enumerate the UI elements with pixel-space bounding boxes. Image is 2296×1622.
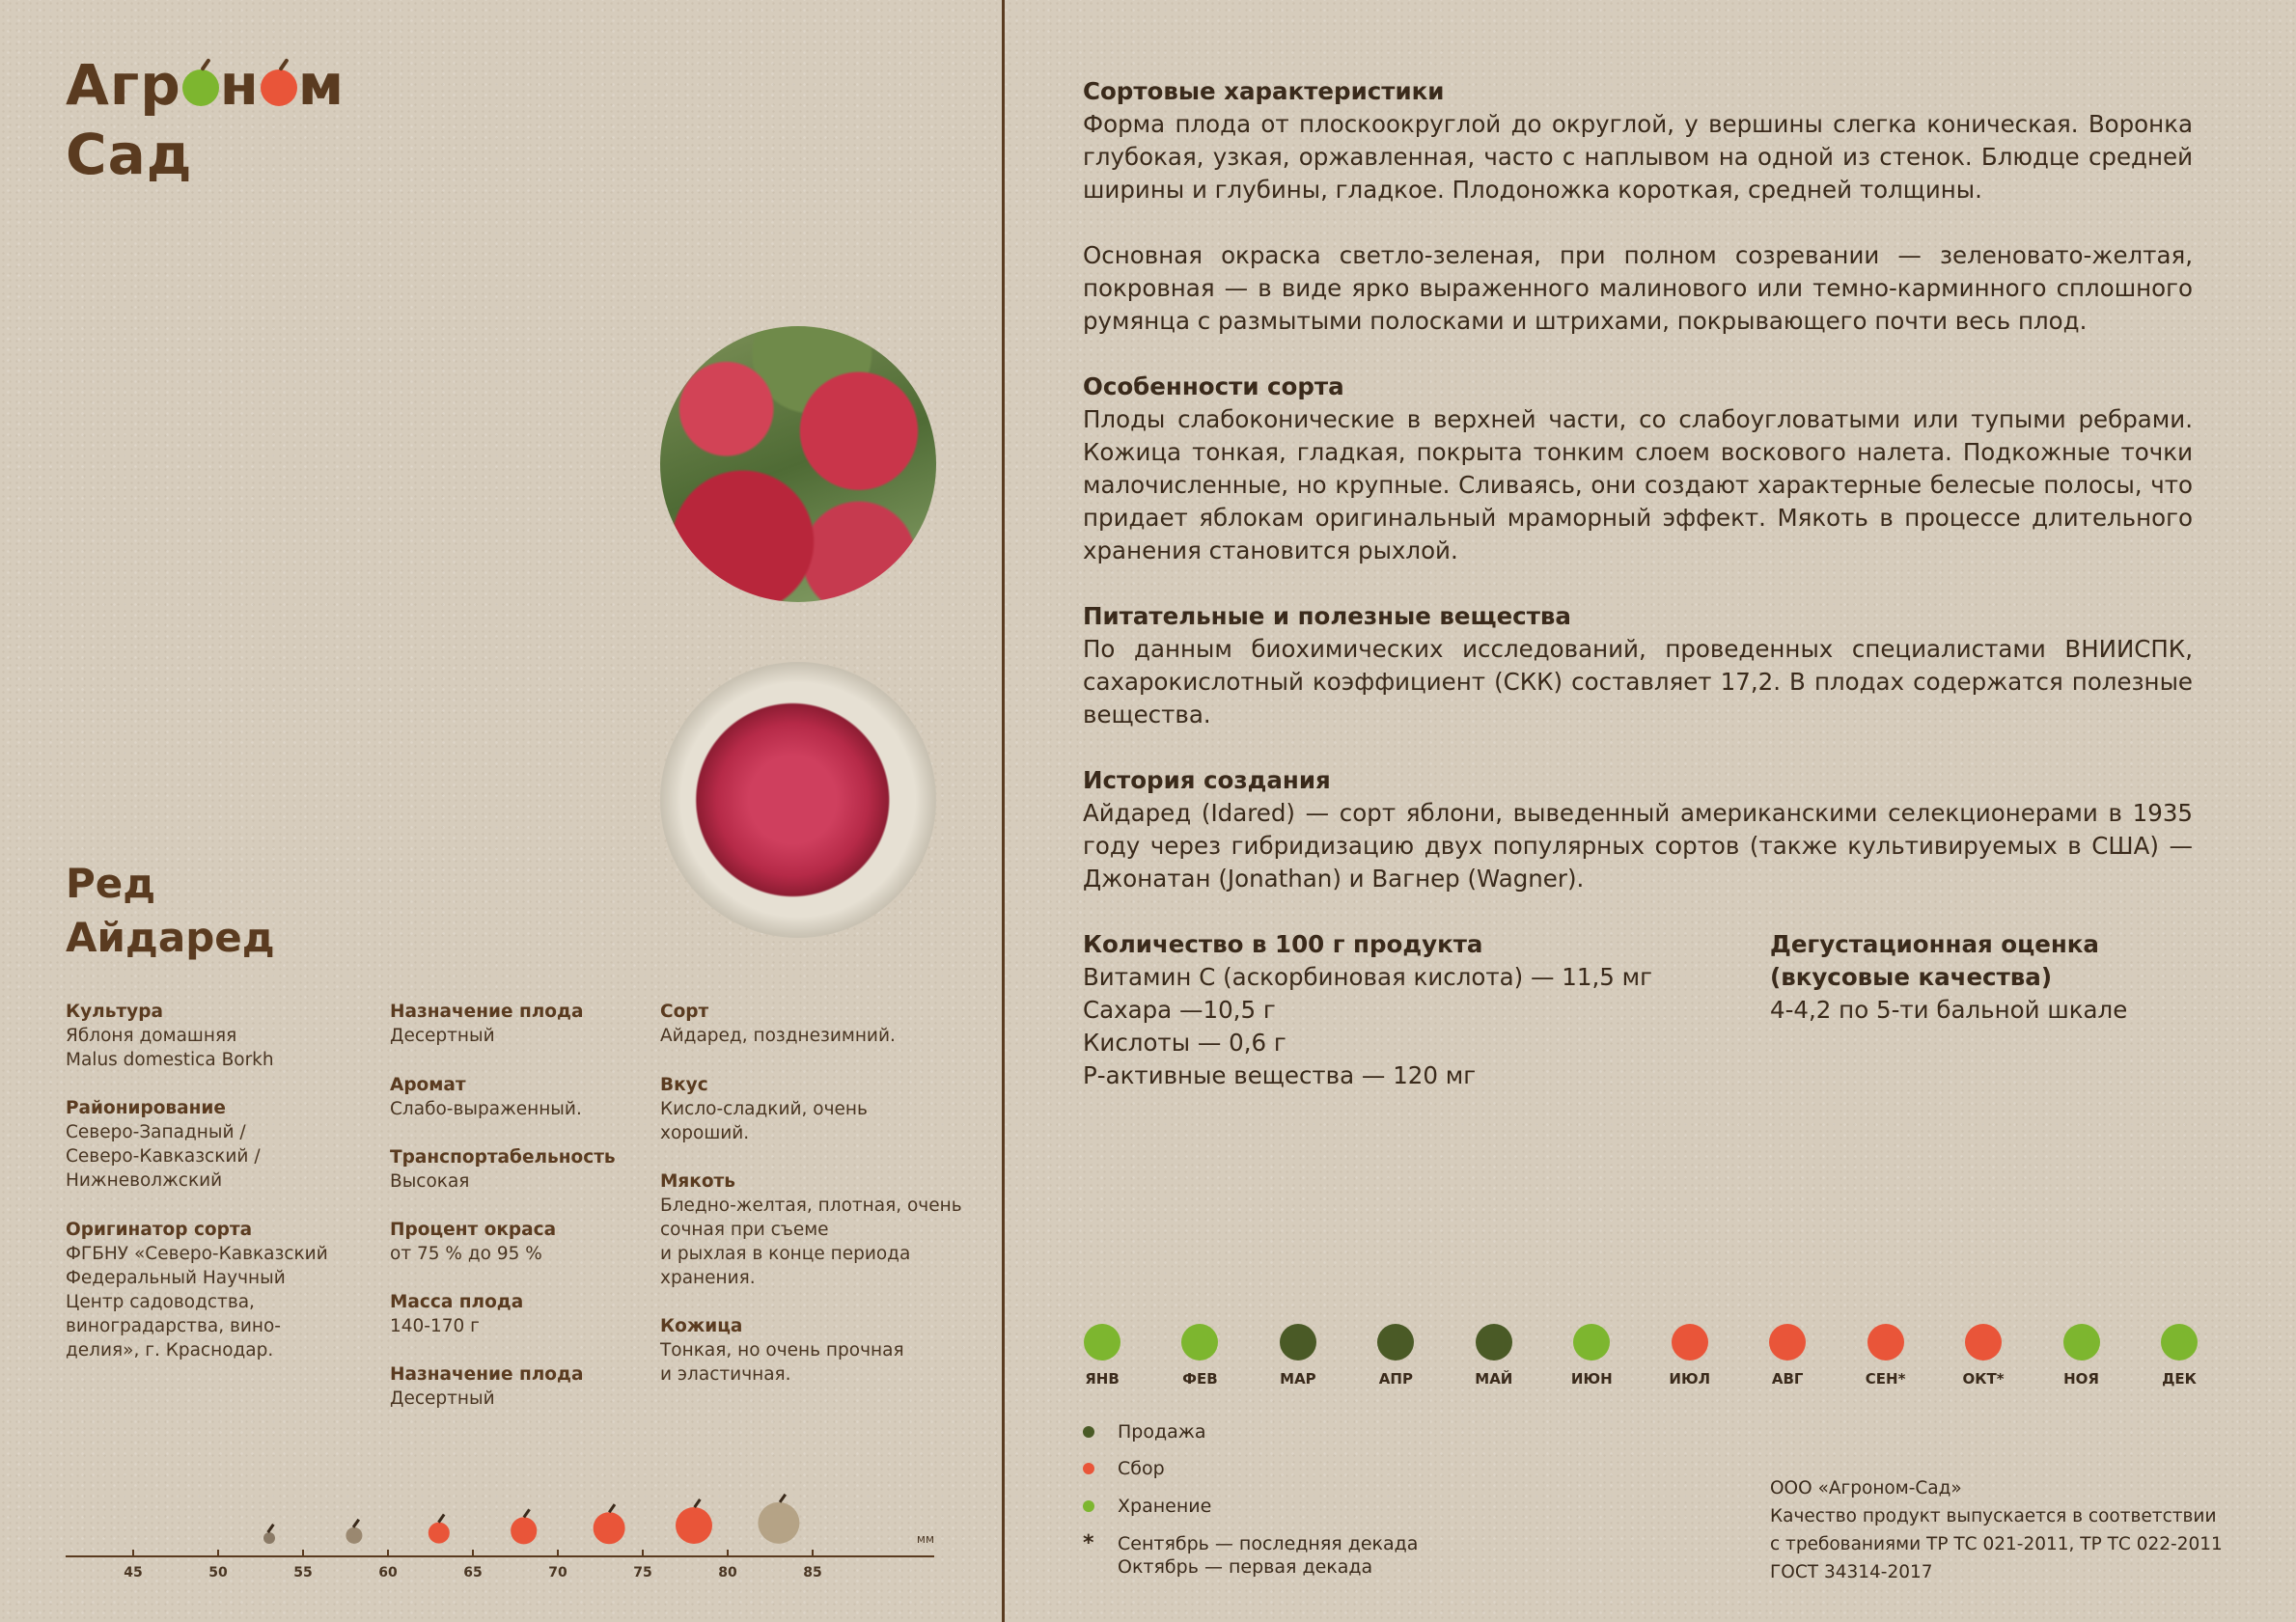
prop-label: Транспортабельность	[390, 1147, 616, 1168]
month-label: СЕН*	[1865, 1370, 1906, 1388]
prop-label: Аромат	[390, 1075, 466, 1095]
month-cell	[1847, 1324, 1924, 1388]
scale-tick	[217, 1550, 219, 1557]
scale-tick	[387, 1550, 389, 1557]
legend-storage	[1083, 1495, 1211, 1518]
prop-label: Вкус	[660, 1075, 708, 1095]
scale-tick	[132, 1550, 134, 1557]
prop-zoning	[66, 1096, 261, 1193]
fruit-size-scale	[66, 1505, 934, 1602]
prop-label: Сорт	[660, 1002, 709, 1022]
fruit-size-marker-icon	[676, 1507, 712, 1544]
nutrition-item: Витамин С (аскорбиновая кислота) — 11,5 мг	[1083, 963, 1652, 991]
harvest-dot-icon	[1965, 1324, 2002, 1361]
month-cell	[1064, 1324, 1141, 1388]
company-line: с требованиями ТР ТС 021-2011, ТР ТС 022-2011	[1770, 1534, 2223, 1554]
logo-green-apple-icon	[182, 69, 219, 106]
storage-dot-icon	[1084, 1324, 1120, 1361]
prop-purpose	[390, 1000, 583, 1048]
scale-tick-label: 75	[633, 1565, 652, 1581]
month-cell	[1749, 1324, 1826, 1388]
month-label: АПР	[1378, 1370, 1413, 1388]
scale-tick-label: 80	[718, 1565, 737, 1581]
section-heading: Питательные и полезные вещества	[1083, 602, 1571, 630]
logo-text-c: м	[297, 52, 346, 118]
prop-label: Назначение плода	[390, 1002, 584, 1022]
nutrition-block	[1083, 928, 1652, 1092]
month-label: ИЮН	[1570, 1370, 1613, 1388]
company-info	[1770, 1474, 2223, 1586]
prop-label: Кожица	[660, 1316, 743, 1336]
sale-dot-icon	[1280, 1324, 1316, 1361]
page-spine	[1002, 0, 1005, 1622]
scale-axis	[66, 1555, 934, 1557]
prop-label: Культура	[66, 1002, 163, 1022]
asterisk-icon: *	[1083, 1531, 1094, 1555]
harvest-dot-icon	[1769, 1324, 1806, 1361]
scale-tick-label: 55	[293, 1565, 313, 1581]
month-label: ОКТ*	[1962, 1370, 2005, 1388]
company-line: ГОСТ 34314-2017	[1770, 1562, 1933, 1582]
storage-dot-icon	[2063, 1324, 2100, 1361]
variety-title-line-2: Айдаред	[66, 914, 275, 961]
sale-dot-icon	[1083, 1426, 1094, 1438]
scale-tick	[642, 1550, 644, 1557]
section-paragraph: Плоды слабоконические в верхней части, со слабоугловатыми или тупыми ребрами. Кожица тонкая, гладкая, покрыта тонким слоем воскового налета. Подкожные точки малочисленные, но крупные. Сливаясь, они создают характерные белесые полосы, что придает яблокам оригинальный мраморный эффект. Мякоть в процессе длительного хранения становится рыхлой.	[1083, 405, 2193, 564]
legend-note-text: Сентябрь — последняя декада Октябрь — первая декада	[1118, 1533, 1419, 1578]
scale-tick	[302, 1550, 304, 1557]
month-cell	[1259, 1324, 1337, 1388]
scale-tick-label: 50	[208, 1565, 228, 1581]
tasting-heading-line-2: (вкусовые качества)	[1770, 963, 2053, 991]
fruit-size-marker-icon	[511, 1517, 538, 1544]
month-cell	[1553, 1324, 1630, 1388]
prop-label: Процент окраса	[390, 1220, 557, 1240]
legend-harvest	[1083, 1457, 1165, 1480]
apple-closeup-photo	[660, 662, 936, 938]
storage-dot-icon	[1573, 1324, 1610, 1361]
tasting-heading-line-1: Дегустационная оценка	[1770, 930, 2099, 958]
sale-dot-icon	[1476, 1324, 1512, 1361]
month-cell	[2043, 1324, 2120, 1388]
nutrition-heading: Количество в 100 г продукта	[1083, 930, 1483, 958]
section-features	[1083, 371, 2193, 567]
month-label: АВГ	[1771, 1370, 1804, 1388]
prop-originator	[66, 1218, 328, 1362]
month-cell	[2141, 1324, 2218, 1388]
storage-dot-icon	[1083, 1500, 1094, 1512]
scale-tick	[472, 1550, 474, 1557]
month-cell	[1357, 1324, 1434, 1388]
logo-text-a: Агр	[66, 52, 181, 118]
scale-tick-label: 65	[463, 1565, 483, 1581]
scale-tick-label: 85	[803, 1565, 822, 1581]
scale-tick	[727, 1550, 729, 1557]
month-cell	[1161, 1324, 1238, 1388]
sale-dot-icon	[1377, 1324, 1414, 1361]
section-heading: Сортовые характеристики	[1083, 77, 1445, 105]
month-label: ИЮЛ	[1669, 1370, 1711, 1388]
section-paragraph: Айдаред (Idared) — сорт яблони, выведенный американскими селекционерами в 1935 году через гибридизацию двух популярных сортов (также культивируемых в США) — Джонатан (Jonathan) и Вагнер (Wagner).	[1083, 799, 2193, 893]
prop-variety	[660, 1000, 896, 1048]
tasting-heading	[1770, 928, 2127, 994]
legend-label: Хранение	[1118, 1496, 1212, 1517]
prop-taste	[660, 1073, 868, 1145]
month-label: МАР	[1280, 1370, 1316, 1388]
scale-tick	[812, 1550, 814, 1557]
brand-logo	[66, 50, 345, 189]
storage-dot-icon	[1181, 1324, 1218, 1361]
prop-value: Северо-Западный / Северо-Кавказский / Нижневолжский	[66, 1122, 261, 1191]
section-history	[1083, 764, 2193, 895]
prop-value: Десертный	[390, 1026, 495, 1046]
prop-label: Назначение плода	[390, 1364, 584, 1385]
prop-skin	[660, 1314, 904, 1387]
month-label: НОЯ	[2063, 1370, 2099, 1388]
prop-fruit-mass	[390, 1290, 523, 1338]
prop-purpose-2	[390, 1362, 583, 1411]
prop-label: Масса плода	[390, 1292, 524, 1312]
prop-value: Тонкая, но очень прочная и эластичная.	[660, 1340, 904, 1385]
fruit-size-marker-icon	[758, 1502, 799, 1544]
storage-dot-icon	[2161, 1324, 2198, 1361]
month-label: МАЙ	[1475, 1370, 1513, 1388]
section-paragraph: По данным биохимических исследований, проведенных специалистами ВНИИСПК, сахарокислотный коэффициент (СКК) составляет 17,2. В плодах содержатся полезные вещества.	[1083, 635, 2193, 729]
prop-flesh	[660, 1169, 962, 1290]
fruit-size-marker-icon	[593, 1512, 624, 1544]
scale-tick-label: 60	[378, 1565, 398, 1581]
prop-value: Высокая	[390, 1171, 470, 1192]
month-label: ДЕК	[2162, 1370, 2197, 1388]
section-nutrients	[1083, 600, 2193, 731]
apple-branch-photo	[660, 326, 936, 602]
fruit-size-marker-icon	[263, 1532, 275, 1544]
month-cell	[1945, 1324, 2022, 1388]
logo-text-b: н	[219, 52, 260, 118]
section-heading: История создания	[1083, 766, 1331, 794]
prop-label: Оригинатор сорта	[66, 1220, 253, 1240]
company-line: Качество продукт выпускается в соответствии	[1770, 1506, 2217, 1526]
section-paragraph: Форма плода от плоскоокруглой до округлой, у вершины слегка коническая. Воронка глубокая, узкая, оржавленная, часто с наплывом на одной из стенок. Блюдце средней ширины и глубины, гладкое. Плодоножка короткая, средней толщины.	[1083, 110, 2193, 204]
prop-value: Слабо-выраженный.	[390, 1099, 582, 1119]
month-label: ЯНВ	[1085, 1370, 1120, 1388]
prop-label: Районирование	[66, 1098, 226, 1118]
prop-aroma	[390, 1073, 582, 1121]
prop-value: 140-170 г	[390, 1316, 480, 1336]
tasting-value: 4-4,2 по 5-ти бальной шкале	[1770, 996, 2128, 1024]
harvest-dot-icon	[1083, 1463, 1094, 1474]
logo-line-1	[66, 50, 345, 120]
prop-transportability	[390, 1145, 616, 1194]
section-characteristics	[1083, 75, 2193, 338]
tasting-block	[1770, 928, 2127, 1027]
harvest-dot-icon	[1867, 1324, 1904, 1361]
nutrition-item: Кислоты — 0,6 г	[1083, 1029, 1286, 1057]
prop-value: Айдаред, позднезимний.	[660, 1026, 896, 1046]
month-label: ФЕВ	[1182, 1370, 1218, 1388]
prop-value: Яблоня домашняя Malus domestica Borkh	[66, 1026, 274, 1070]
variety-title-line-1: Ред	[66, 860, 156, 907]
month-cell	[1651, 1324, 1729, 1388]
logo-line-2: Сад	[66, 122, 193, 187]
scale-tick-label: 45	[124, 1565, 143, 1581]
fruit-size-marker-icon	[429, 1523, 450, 1544]
prop-value: Кисло-сладкий, очень хороший.	[660, 1099, 868, 1143]
prop-value: Бледно-желтая, плотная, очень сочная при съеме и рыхлая в конце периода хранения.	[660, 1196, 962, 1288]
harvest-dot-icon	[1672, 1324, 1708, 1361]
prop-value: Десертный	[390, 1388, 495, 1409]
prop-culture	[66, 1000, 274, 1072]
scale-tick-label: 70	[548, 1565, 567, 1581]
prop-coloring	[390, 1218, 556, 1266]
section-paragraph: Основная окраска светло-зеленая, при полном созревании — зеленовато-желтая, покровная — в виде ярко выраженного малинового или темно-карминного сплошного румянца с размытыми полосками и штрихами, покрывающего почти весь плод.	[1083, 241, 2193, 335]
logo-red-apple-icon	[261, 69, 297, 106]
month-cell	[1455, 1324, 1533, 1388]
scale-unit: мм	[916, 1532, 934, 1546]
prop-value: ФГБНУ «Северо-Кавказский Федеральный Научный Центр садоводства, виноградарства, вино- делия», г. Краснодар.	[66, 1244, 328, 1361]
month-calendar	[1083, 1324, 2197, 1391]
prop-label: Мякоть	[660, 1171, 735, 1192]
fruit-size-marker-icon	[346, 1527, 362, 1544]
variety-title	[66, 857, 275, 965]
nutrition-item: Сахара —10,5 г	[1083, 996, 1276, 1024]
legend-label: Сбор	[1118, 1458, 1165, 1479]
company-name: ООО «Агроном-Сад»	[1770, 1478, 1962, 1498]
prop-value: от 75 % до 95 %	[390, 1244, 542, 1264]
legend-sale	[1083, 1420, 1206, 1443]
nutrition-item: Р-активные вещества — 120 мг	[1083, 1061, 1477, 1089]
legend-label: Продажа	[1118, 1421, 1206, 1443]
legend-note	[1083, 1532, 1418, 1579]
scale-tick	[557, 1550, 559, 1557]
section-heading: Особенности сорта	[1083, 372, 1344, 400]
